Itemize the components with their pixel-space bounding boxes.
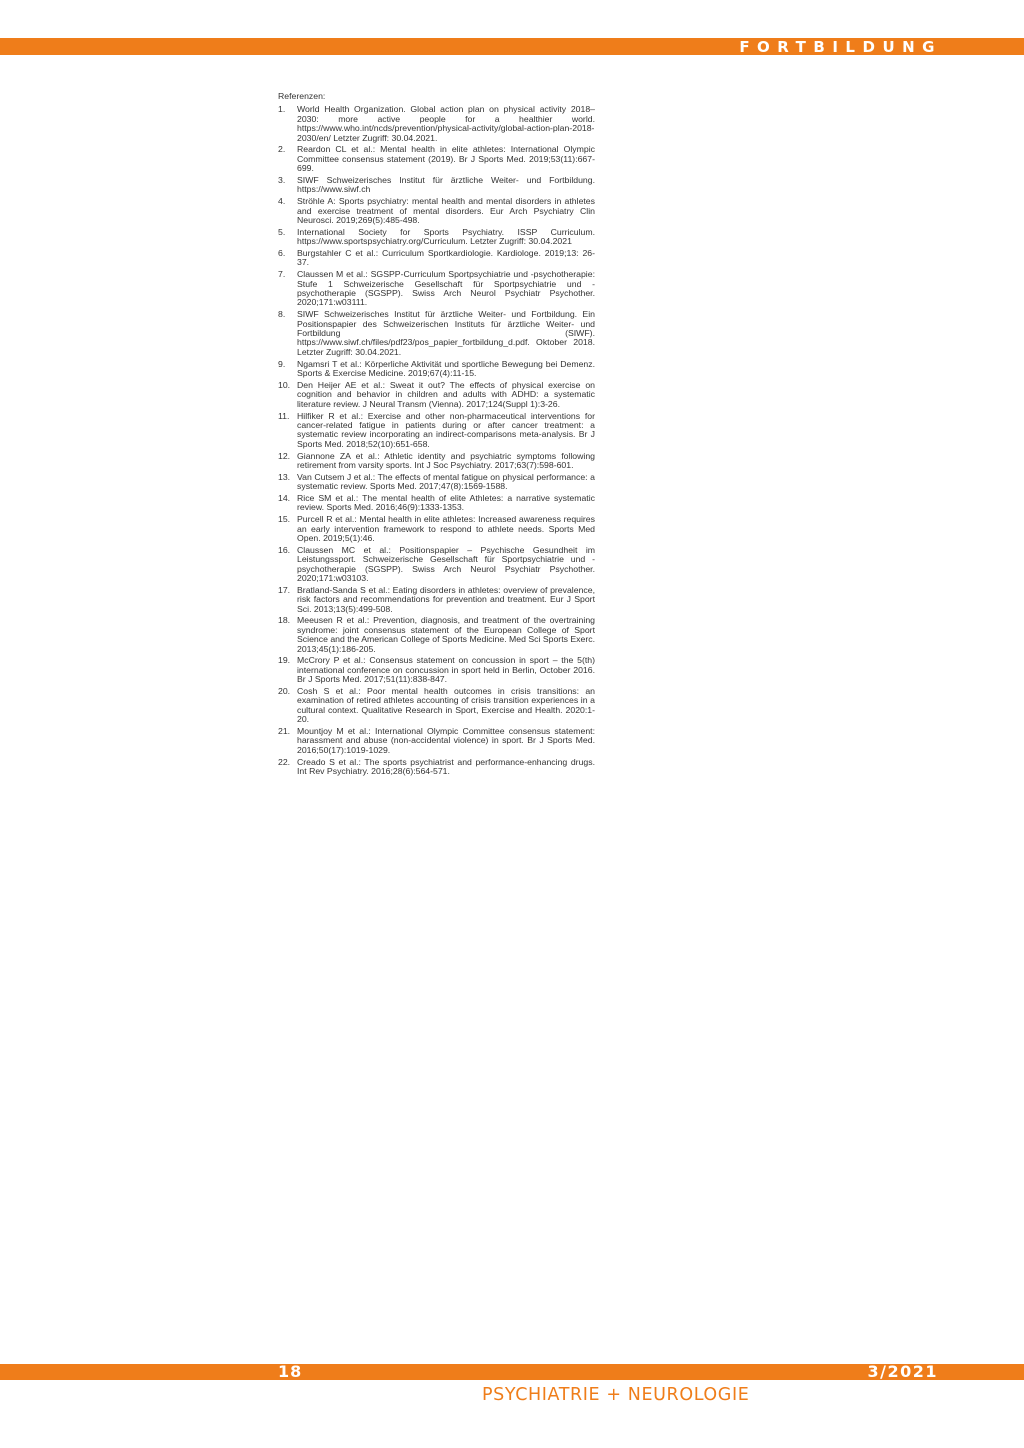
reference-text: Purcell R et al.: Mental health in elite athletes: Increased awareness requires an early intervention framework to respond to athlete needs. Sports Med Open. 2019;5(1):46. bbox=[297, 514, 595, 543]
reference-number: 21. bbox=[278, 726, 291, 736]
reference-text: SIWF Schweizerisches Institut für ärztliche Weiter- und Fortbildung. Ein Positionspapier des Schweizerischen Instituts für ärztliche Weiter- und Fortbildung (SIWF). https://www.siwf.ch/files/pdf23/pos_papier_fortbildung_d.pdf. Oktober 2018. Letzter Zugriff: 30.04.2021. bbox=[297, 309, 595, 357]
section-title: FORTBILDUNG bbox=[739, 38, 942, 56]
reference-number: 12. bbox=[278, 450, 291, 461]
reference-item bbox=[278, 687, 595, 725]
reference-item bbox=[278, 228, 595, 247]
reference-text: Burgstahler C et al.: Curriculum Sportkardiologie. Kardiologe. 2019;13: 26-37. bbox=[297, 248, 595, 268]
reference-item bbox=[278, 360, 595, 379]
reference-number: 9. bbox=[278, 358, 286, 369]
reference-item bbox=[278, 515, 595, 543]
reference-text: Mountjoy M et al.: International Olympic Committee consensus statement: harassment and abuse (non-accidental violence) in sport. Br J Sports Med. 2016;50(17):1019-1029. bbox=[297, 726, 595, 755]
reference-number: 2. bbox=[278, 144, 286, 155]
reference-number: 10. bbox=[278, 379, 291, 390]
reference-item bbox=[278, 310, 595, 357]
reference-text: Ströhle A: Sports psychiatry: mental health and mental disorders in athletes and exercise treatment of mental disorders. Eur Arch Psychiatry Clin Neurosci. 2019;269(5):485-498. bbox=[297, 196, 595, 226]
references-heading: Referenzen: bbox=[278, 91, 326, 101]
reference-item bbox=[278, 494, 595, 513]
reference-number: 7. bbox=[278, 269, 286, 280]
reference-number: 19. bbox=[278, 655, 291, 666]
reference-item bbox=[278, 270, 595, 308]
reference-number: 18. bbox=[278, 615, 291, 626]
reference-text: Van Cutsem J et al.: The effects of mental fatigue on physical performance: a systematic review. Sports Med. 2017;47(8):1569-1588. bbox=[297, 471, 595, 492]
reference-item bbox=[278, 145, 595, 173]
reference-text: McCrory P et al.: Consensus statement on concussion in sport – the 5(th) international conference on concussion in sport held in Berlin, October 2016. Br J Sports Med. 2017;51(11):838-847. bbox=[297, 655, 595, 685]
reference-item bbox=[278, 412, 595, 450]
journal-title: PSYCHIATRIE + NEUROLOGIE bbox=[482, 1385, 750, 1405]
reference-item bbox=[278, 105, 595, 143]
reference-item bbox=[278, 249, 595, 268]
reference-text: Creado S et al.: The sports psychiatrist and performance-enhancing drugs. Int Rev Psychiatry. 2016;28(6):564-571. bbox=[297, 756, 595, 777]
reference-text: Reardon CL et al.: Mental health in elite athletes: International Olympic Committee consensus statement (2019). Br J Sports Med. 2019;53(11):667-699. bbox=[297, 144, 595, 174]
reference-text: SIWF Schweizerisches Institut für ärztliche Weiter- und Fortbildung. https://www.siwf.ch bbox=[297, 175, 595, 195]
reference-number: 22. bbox=[278, 756, 291, 767]
reference-item bbox=[278, 381, 595, 409]
reference-text: Giannone ZA et al.: Athletic identity and psychiatric symptoms following retirement from varsity sports. Int J Soc Psychiatry. 2017;63(7):598-601. bbox=[297, 450, 595, 470]
reference-number: 11. bbox=[278, 410, 290, 421]
reference-item bbox=[278, 546, 595, 584]
reference-number: 13. bbox=[278, 471, 291, 482]
reference-number: 17. bbox=[278, 584, 291, 595]
reference-text: Hilfiker R et al.: Exercise and other non-pharmaceutical interventions for cancer-related fatigue in patients during or after cancer treatment: a systematic review incorporating an indirect-comparisons meta-analysis. Br J Sports Med. 2018;52(10):651-658. bbox=[297, 410, 595, 449]
reference-item bbox=[278, 197, 595, 225]
reference-item bbox=[278, 473, 595, 492]
reference-text: Ngamsri T et al.: Körperliche Aktivität und sportliche Bewegung bei Demenz. Sports & Exercise Medicine. 2019;67(4):11-15. bbox=[297, 358, 595, 379]
reference-number: 3. bbox=[278, 175, 286, 186]
reference-text: Claussen M et al.: SGSPP-Curriculum Sportpsychiatrie und -psychotherapie: Stufe 1 Schweizerische Gesellschaft für Sportpsychiatrie und -psychotherapie (SGSPP). Swiss Arch Neurol Psychiatr Psychother. 2020;171:w03111. bbox=[297, 269, 595, 308]
reference-text: Cosh S et al.: Poor mental health outcomes in crisis transitions: an examination of retired athletes accounting of crisis transition experiences in a cultural context. Qualitative Research in Sport, Exercise and Health. 2020:1-20. bbox=[297, 685, 595, 725]
reference-number: 1. bbox=[278, 104, 286, 115]
reference-text: World Health Organization. Global action plan on physical activity 2018–2030: more active people for a healthier world. https://www.who.int/ncds/prevention/physical-activity/global-action-plan-2018-2030/en/ Letzter Zugriff: 30.04.2021. bbox=[297, 104, 595, 143]
reference-text: Den Heijer AE et al.: Sweat it out? The effects of physical exercise on cognition and behavior in children and adults with ADHD: a systematic literature review. J Neural Transm (Vienna). 2017;124(Suppl 1):3-26. bbox=[297, 379, 595, 409]
reference-text: Claussen MC et al.: Positionspapier – Psychische Gesundheit im Leistungssport. Schweizerische Gesellschaft für Sportpsychiatrie und -psychotherapie (SGSPP). Swiss Arch Neurol Psychiatr Psychother. 2020;171:w03103. bbox=[297, 544, 595, 583]
reference-number: 4. bbox=[278, 196, 286, 207]
reference-item bbox=[278, 758, 595, 777]
reference-item bbox=[278, 616, 595, 654]
reference-item bbox=[278, 176, 595, 195]
reference-number: 8. bbox=[278, 309, 286, 320]
reference-text: Bratland-Sanda S et al.: Eating disorders in athletes: overview of prevalence, risk factors and recommendations for prevention and treatment. Eur J Sport Sci. 2013;13(5):499-508. bbox=[297, 584, 595, 614]
reference-number: 15. bbox=[278, 514, 291, 525]
reference-number: 14. bbox=[278, 492, 291, 503]
reference-item bbox=[278, 452, 595, 471]
reference-number: 5. bbox=[278, 226, 286, 237]
reference-number: 6. bbox=[278, 248, 286, 259]
references-section bbox=[278, 92, 595, 779]
references-list bbox=[278, 105, 595, 776]
issue-number: 3/2021 bbox=[867, 1362, 938, 1381]
page-number: 18 bbox=[278, 1362, 303, 1381]
reference-number: 16. bbox=[278, 544, 291, 555]
reference-text: Meeusen R et al.: Prevention, diagnosis, and treatment of the overtraining syndrome: joint consensus statement of the European College of Sport Science and the American College of Sports Medicine. Med Sci Sports Exerc. 2013;45(1):186-205. bbox=[297, 615, 595, 654]
reference-number: 20. bbox=[278, 685, 291, 696]
reference-text: International Society for Sports Psychiatry. ISSP Curriculum. https://www.sportspsychiatry.org/Curriculum. Letzter Zugriff: 30.04.2021 bbox=[297, 226, 595, 247]
reference-item bbox=[278, 656, 595, 684]
reference-text: Rice SM et al.: The mental health of elite Athletes: a narrative systematic review. Sports Med. 2016;46(9):1333-1353. bbox=[297, 492, 595, 513]
reference-item bbox=[278, 586, 595, 614]
reference-item bbox=[278, 727, 595, 755]
